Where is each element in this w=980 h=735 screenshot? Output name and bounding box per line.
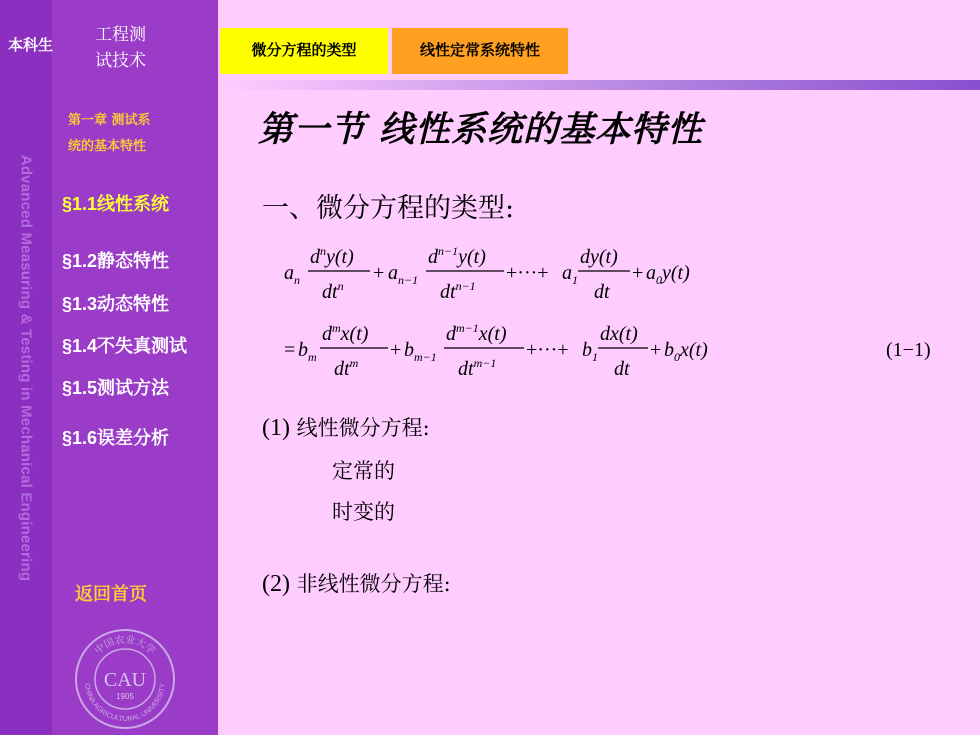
- item-nonlinear-ode: [262, 568, 451, 598]
- svg-text:dtm: $dt^m$: [334, 356, 359, 380]
- svg-text:+···+: +···+: [506, 262, 549, 284]
- differential-equation: [280, 236, 960, 386]
- svg-text:an−1: $a_{n-1}$: [388, 262, 419, 287]
- svg-text:+···+: +···+: [526, 339, 569, 361]
- brand-course-line1: 工程测: [95, 25, 146, 45]
- nav-item-1-4[interactable]: §1.4不失真测试: [62, 336, 188, 356]
- svg-text:CHINA AGRICULTURAL UNIVERSITY: CHINA AGRICULTURAL UNIVERSITY: [83, 682, 167, 724]
- item-linear-ode-label: 线性微分方程:: [296, 416, 430, 440]
- svg-text:dm−1x(t): $d^{m-1}x(t)$: [446, 321, 507, 345]
- brand-course: [95, 22, 146, 74]
- svg-text:dny(t): $d^ny(t)$: [310, 244, 354, 268]
- svg-text:1905: 1905: [116, 692, 134, 701]
- item-time-invariant: 定常的: [332, 459, 395, 483]
- svg-text:+: +: [650, 339, 662, 361]
- svg-text:an: $a_n$: [284, 262, 300, 287]
- svg-text:bm−1: $b_{m-1}$: [404, 339, 437, 364]
- nav-item-1-5[interactable]: §1.5测试方法: [62, 378, 170, 398]
- svg-text:dmx(t): $d^mx(t)$: [322, 321, 369, 345]
- svg-text:dt: dt: [594, 281, 610, 303]
- nav-item-1-1[interactable]: §1.1线性系统: [62, 194, 170, 214]
- course-english-title: Advanced Measuring & Testing in Mechanical Engineering: [17, 154, 35, 582]
- section-title: 第一节 线性系统的基本特性: [258, 109, 704, 150]
- item-linear-ode-number: (1): [262, 415, 290, 441]
- svg-text:a0y(t): $a_0y(t)$: [646, 262, 690, 287]
- svg-text:b1: $b_1$: [582, 339, 598, 364]
- brand-undergrad: 本科生: [8, 36, 54, 54]
- svg-text:CAU: CAU: [103, 669, 147, 691]
- svg-text:b0x(t): $b_0x(t)$: [664, 339, 708, 364]
- brand-course-line2: 试技术: [95, 51, 146, 71]
- svg-text:dtn: $dt^n$: [322, 279, 344, 303]
- item-time-varying: 时变的: [332, 500, 395, 524]
- tab-lti-properties[interactable]: 线性定常系统特性: [392, 28, 568, 74]
- svg-text:+: +: [390, 339, 402, 361]
- item-nonlinear-ode-number: (2): [262, 571, 290, 597]
- svg-text:dtm−1: $dt^{m-1}$: [458, 356, 497, 380]
- nav-item-1-3[interactable]: §1.3动态特性: [62, 294, 170, 314]
- svg-text:dt: dt: [614, 358, 630, 380]
- svg-text:+: +: [632, 262, 644, 284]
- home-button[interactable]: 返回首页: [75, 584, 147, 604]
- subsection-heading: 一、微分方程的类型:: [262, 193, 515, 224]
- equation-number: (1−1): [886, 339, 931, 361]
- svg-text:bm: $b_m$: [298, 339, 317, 364]
- nav-item-1-2[interactable]: §1.2静态特性: [62, 251, 170, 271]
- svg-text:dn−1y(t): $d^{n-1}y(t)$: [428, 244, 486, 268]
- item-linear-ode: [262, 412, 430, 442]
- nav-item-1-6[interactable]: §1.6误差分析: [62, 428, 170, 448]
- chapter-title: [68, 108, 218, 160]
- tab-ode-types[interactable]: 微分方程的类型: [220, 28, 388, 74]
- chapter-title-line1: 第一章 测试系: [68, 113, 151, 128]
- svg-text:dy(t): dy(t): [580, 246, 618, 268]
- sidebar: [0, 0, 218, 735]
- university-logo: [73, 627, 177, 731]
- header-divider: [220, 80, 980, 90]
- svg-text:dx(t): dx(t): [600, 323, 638, 345]
- svg-text:dtn−1: $dt^{n-1}$: [440, 279, 476, 303]
- svg-text:a1: $a_1$: [562, 262, 578, 287]
- svg-text:+: +: [373, 262, 385, 284]
- item-nonlinear-ode-label: 非线性微分方程:: [296, 572, 451, 596]
- svg-text:=: =: [284, 339, 296, 361]
- chapter-title-line2: 统的基本特性: [68, 139, 147, 154]
- svg-text:中国农业大学: 中国农业大学: [92, 634, 158, 657]
